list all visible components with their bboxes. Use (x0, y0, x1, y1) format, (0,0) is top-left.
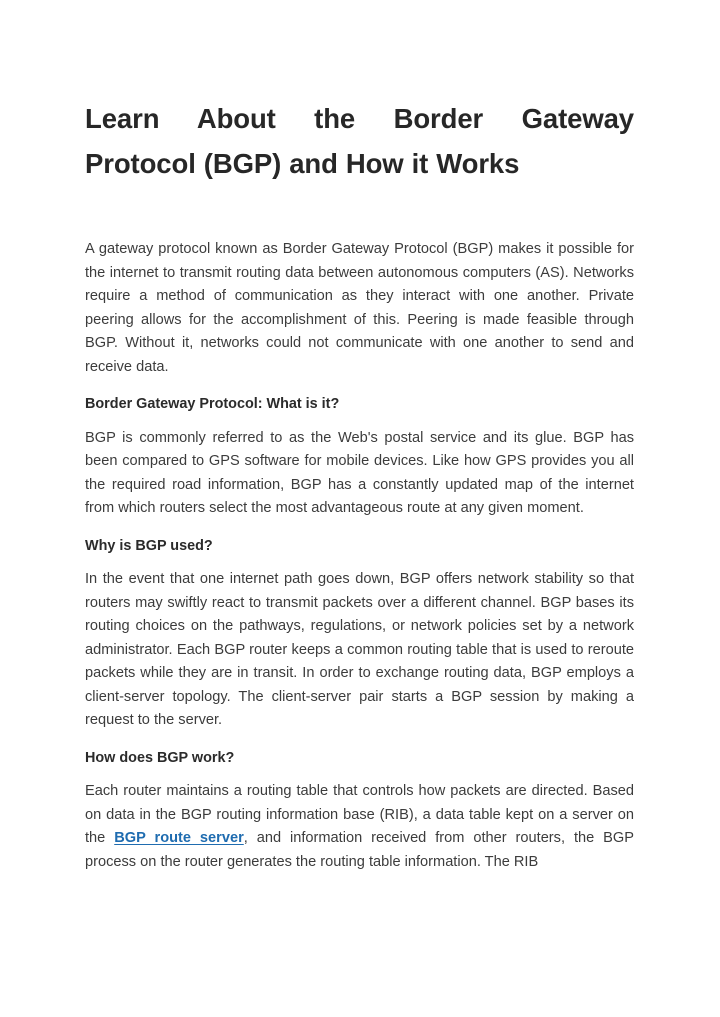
section-paragraph-why-bgp-used: In the event that one internet path goes down, BGP offers network stability so that routers may swiftly react to transmit packets over a different channel. BGP bases its routing choices on the pathways, regulations, or network policies set by a network administrator. Each BGP router keeps a common routing table that is used to reroute packets while they are in transit. In order to exchange routing data, BGP employs a client-server topology. The client-server pair starts a BGP session by making a request to the server. (85, 571, 634, 728)
section-heading-how-bgp-works: How does BGP work? (85, 749, 235, 766)
section-paragraph-what-is-bgp: BGP is commonly referred to as the Web's postal service and its glue. BGP has been compared to GPS software for mobile devices. Like how GPS provides you all the required road information, BGP has a constantly updated map of the internet from which routers select the most advantageous route at any given moment. (85, 429, 634, 516)
paragraph-text-after-link: , and information received from other routers, the BGP process on the router generates the routing table information. The RIB (85, 830, 634, 870)
page-title-line-2: Protocol (BGP) and How it Works (85, 148, 520, 179)
page-title (85, 96, 634, 186)
paragraph-text-before-link: Each router maintains a routing table that controls how packets are directed. Based on data in the BGP routing information base (RIB), a data table kept on a server on the (85, 783, 634, 846)
document-body (85, 238, 634, 874)
section-heading-what-is-bgp: Border Gateway Protocol: What is it? (85, 396, 340, 412)
section-paragraph-how-bgp-works (85, 780, 634, 874)
page-title-line-1: Learn About the Border Gateway (85, 103, 634, 134)
document-content (85, 96, 634, 874)
section-heading-why-bgp-used: Why is BGP used? (85, 537, 213, 554)
intro-paragraph: A gateway protocol known as Border Gateway Protocol (BGP) makes it possible for the internet to transmit routing data between autonomous computers (AS). Networks require a method of communication as they interact with one another. Private peering allows for the accomplishment of this. Peering is made feasible through BGP. Without it, networks could not communicate with one another to send and receive data. (85, 241, 634, 375)
bgp-route-server-link[interactable]: BGP route server (114, 830, 244, 846)
